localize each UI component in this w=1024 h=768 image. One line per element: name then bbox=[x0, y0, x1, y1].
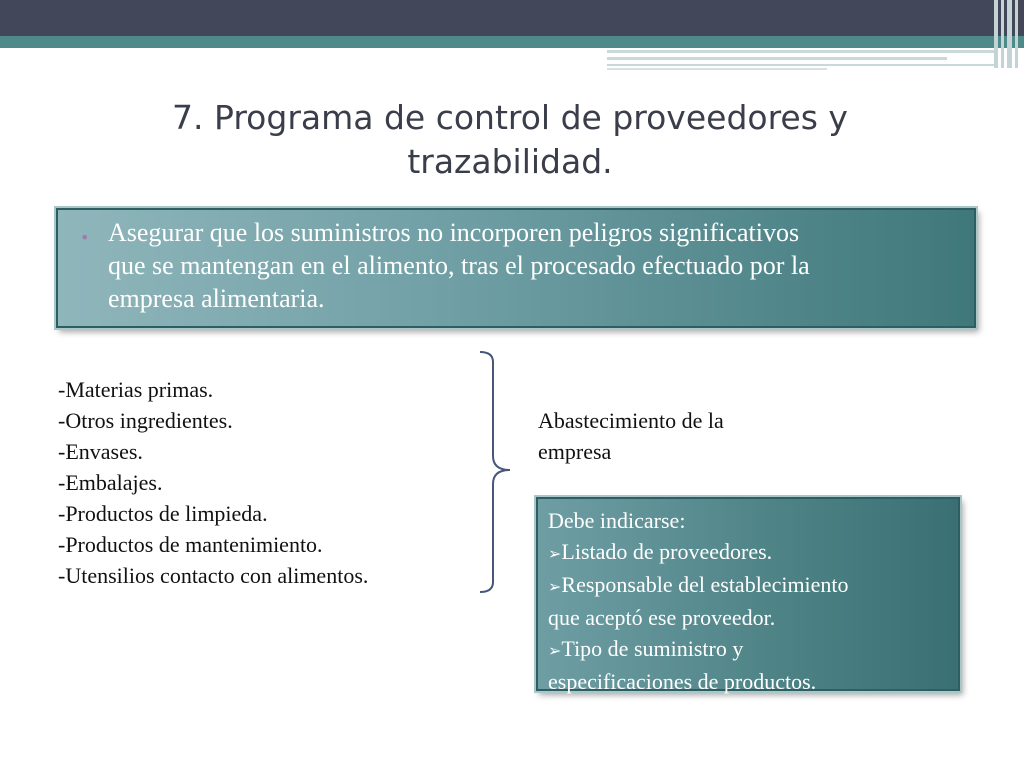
list-item: -Productos de limpieda. bbox=[58, 501, 268, 526]
supply-items-list bbox=[58, 374, 368, 591]
list-item: -Materias primas. bbox=[58, 377, 214, 402]
arrow-bullet-icon: ➢ bbox=[548, 577, 562, 596]
supply-label-line: Abastecimiento de la bbox=[538, 408, 724, 433]
requirement-text: Tipo de suministro y bbox=[561, 636, 744, 661]
header-decor-line bbox=[607, 64, 997, 66]
arrow-bullet-icon: ➢ bbox=[548, 544, 562, 563]
requirement-text: Responsable del establecimiento bbox=[561, 572, 849, 597]
list-item: -Otros ingredientes. bbox=[58, 408, 233, 433]
header-decor-vbar bbox=[1015, 0, 1018, 68]
header-decor-vbar bbox=[1007, 0, 1012, 68]
arrow-bullet-icon: ➢ bbox=[548, 641, 562, 660]
bullet-marker: • bbox=[80, 228, 90, 247]
requirements-heading: Debe indicarse: bbox=[548, 508, 686, 533]
header-decor-line bbox=[607, 50, 997, 53]
right-brace-icon bbox=[478, 348, 518, 598]
requirement-text-continued: que aceptó ese proveedor. bbox=[548, 605, 776, 630]
list-item: -Envases. bbox=[58, 439, 143, 464]
header-dark-band bbox=[0, 0, 1024, 36]
objective-text-line: empresa alimentaria. bbox=[108, 284, 325, 313]
list-item: -Embalajes. bbox=[58, 470, 163, 495]
supply-label-line: empresa bbox=[538, 439, 612, 464]
list-item: -Utensilios contacto con alimentos. bbox=[58, 563, 369, 588]
slide-title bbox=[120, 96, 900, 184]
objective-text bbox=[108, 216, 968, 315]
header-decor-vbar bbox=[994, 0, 998, 68]
objective-text-line: que se mantengan en el alimento, tras el procesado efectuado por la bbox=[108, 251, 810, 280]
requirement-item bbox=[548, 633, 958, 666]
requirement-item bbox=[548, 569, 958, 602]
header-decor-line bbox=[607, 68, 827, 70]
header-decor-line bbox=[607, 57, 947, 60]
requirement-text: Listado de proveedores. bbox=[561, 539, 773, 564]
requirement-item bbox=[548, 536, 958, 569]
requirement-text-continued: especificaciones de productos. bbox=[548, 669, 817, 694]
requirements-box bbox=[536, 497, 960, 694]
header-decor-vbar bbox=[1001, 0, 1004, 68]
slide-title-line: trazabilidad. bbox=[407, 142, 613, 181]
list-item: -Productos de mantenimiento. bbox=[58, 532, 323, 557]
slide-title-line: 7. Programa de control de proveedores y bbox=[172, 98, 848, 137]
header-teal-band bbox=[0, 36, 1024, 48]
objective-box bbox=[56, 208, 976, 328]
supply-label bbox=[538, 405, 798, 467]
objective-text-line: Asegurar que los suministros no incorporen peligros significativos bbox=[108, 218, 800, 247]
